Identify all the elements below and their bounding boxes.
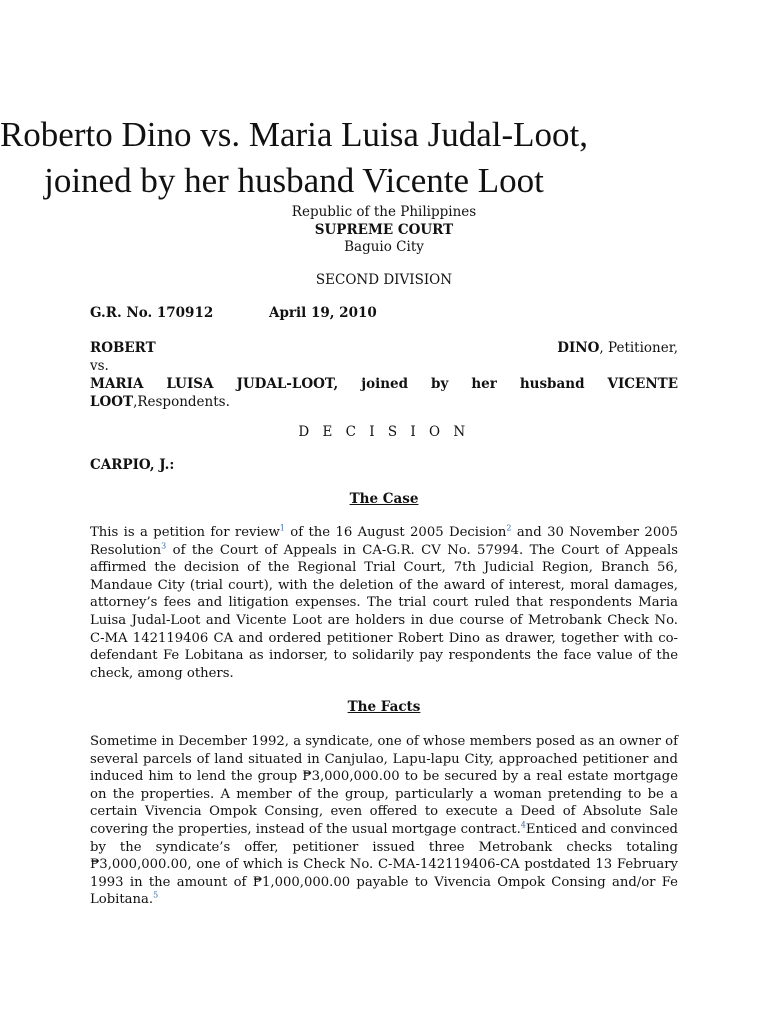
- footnote-link-2[interactable]: 2: [506, 523, 512, 533]
- respondent-joined: , joined by her husband VICENTE: [333, 376, 678, 392]
- gr-number: G.R. No. 170912: [90, 305, 214, 321]
- section-heading-case: The Case: [349, 491, 419, 507]
- section-heading-facts: The Facts: [347, 699, 421, 715]
- footnote-link-1[interactable]: 1: [279, 523, 285, 533]
- petitioner-last-name: DINO: [557, 340, 600, 356]
- case-text-3: and 30 November 2005 Resolution: [90, 525, 678, 558]
- respondent-line: [90, 375, 678, 393]
- decision-date: April 19, 2010: [269, 305, 377, 321]
- paragraph-the-facts: [90, 733, 678, 909]
- respondent-name: MARIA LUISA JUDAL-LOOT: [90, 376, 334, 392]
- court-city: Baguio City: [344, 239, 424, 255]
- title-line-1: Roberto Dino vs. Maria Luisa Judal-Loot,: [0, 115, 589, 154]
- respondent-role: ,Respondents.: [133, 394, 230, 410]
- case-text-2: of the 16 August 2005 Decision: [284, 525, 507, 540]
- versus: vs.: [90, 358, 109, 374]
- republic-line: Republic of the Philippines: [291, 204, 477, 220]
- petitioner-first-name: ROBERT: [90, 340, 156, 356]
- case-number-line: [90, 305, 678, 321]
- petitioner-role: , Petitioner,: [599, 340, 678, 356]
- paragraph-the-case: [90, 524, 678, 682]
- document-title: [0, 112, 628, 204]
- court-header: [90, 204, 678, 257]
- title-line-2: joined by her husband Vicente Loot: [44, 161, 544, 200]
- petitioner-surname-role: [557, 339, 678, 357]
- respondent-line-2: [90, 393, 678, 411]
- case-text-1: This is a petition for review: [90, 525, 280, 540]
- facts-text-1: Sometime in December 1992, a syndicate, one of whose members posed as an owner of several parcels of land situated in Canjulao, Lapu-lapu City, approached petitioner and induced him to lend the group ₱3,000,000.00 to be secured by a real estate mortgage on the properties. A member of the group, particularly a woman pretending to be a certain Vivencia Ompok Consing, even offered to execute a Deed of Absolute Sale covering the properties, instead of the usual mortgage contract.: [90, 734, 678, 837]
- footnote-link-3[interactable]: 3: [161, 541, 167, 551]
- respondent-name-2: LOOT: [90, 394, 134, 410]
- court-name: SUPREME COURT: [314, 221, 454, 238]
- division-name: SECOND DIVISION: [315, 272, 453, 288]
- footnote-link-4[interactable]: 4: [520, 820, 526, 830]
- decision-heading: D E C I S I O N: [298, 424, 470, 440]
- ponente: CARPIO, J.:: [90, 457, 175, 473]
- facts-text-2: Enticed and convinced by the syndicate’s offer, petitioner issued three Metrobank checks totaling ₱3,000,000.00, one of which is Check No. C-MA-142119406-CA postdated 13 February 1993 in the amount of ₱1,000,000.00 payable to Vivencia Ompok Consing and/or Fe Lobitana.: [90, 821, 679, 908]
- footnote-link-5[interactable]: 5: [153, 890, 159, 900]
- petitioner-line: [90, 339, 678, 357]
- case-parties: [90, 339, 678, 411]
- case-text-4: of the Court of Appeals in CA-G.R. CV No. 57994. The Court of Appeals affirmed the decision of the Regional Trial Court, 7th Judicial Region, Branch 56, Mandaue City (trial court), with the deletion of the award of interest, moral damages, attorney’s fees and litigation expenses. The trial court ruled that respondents Maria Luisa Judal-Loot and Vicente Loot are holders in due course of Metrobank Check No. C-MA 142119406 CA and ordered petitioner Robert Dino as drawer, together with co-defendant Fe Lobitana as indorser, to solidarily pay respondents the face value of the check, among others.: [90, 542, 678, 681]
